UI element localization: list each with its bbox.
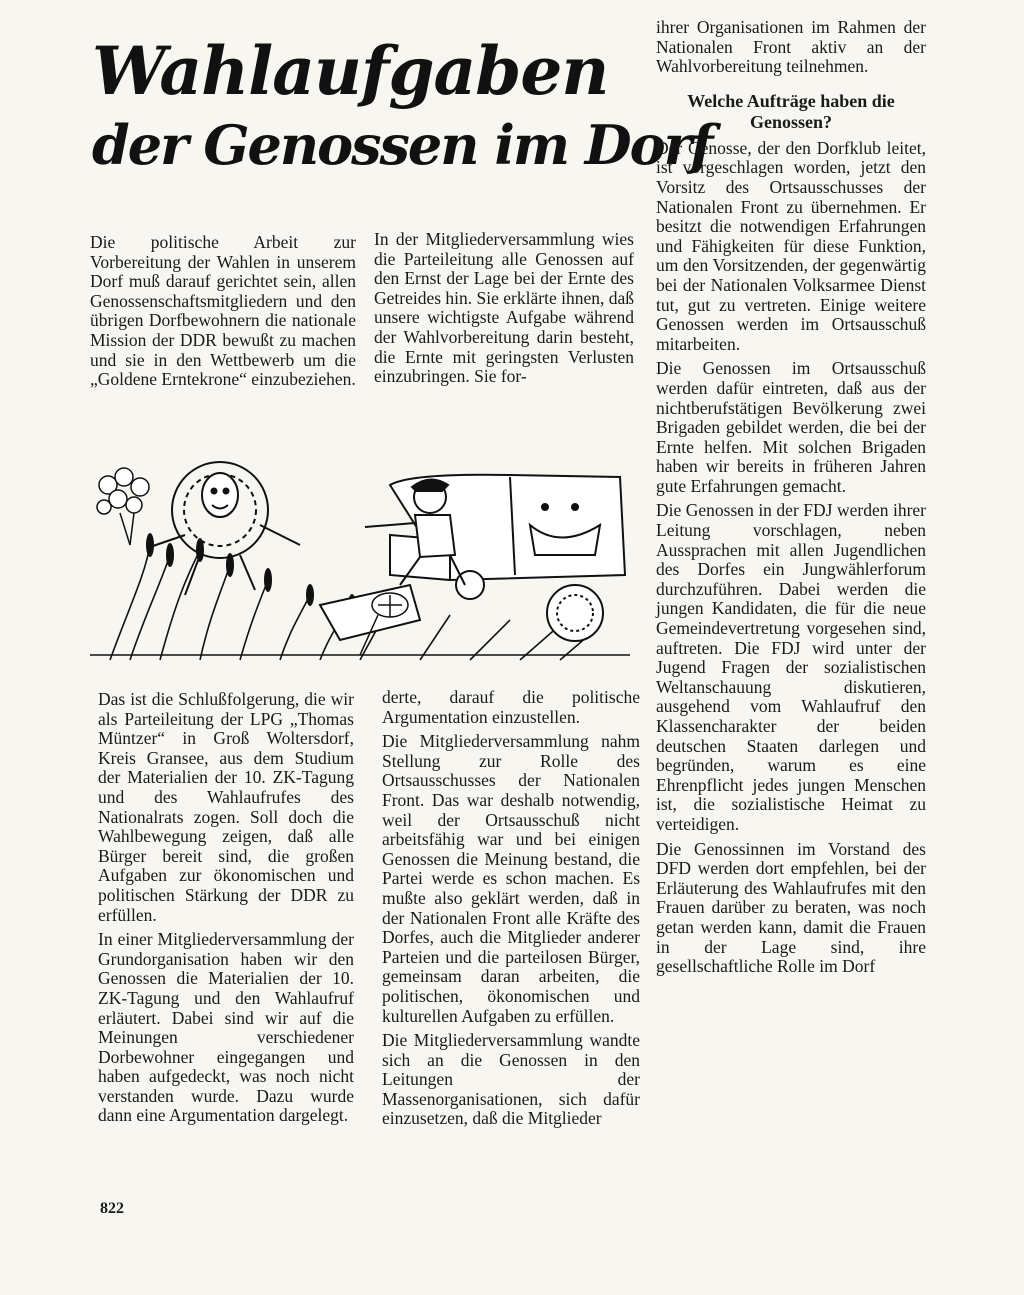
headline-line-1: Wahlaufgaben [92, 32, 609, 110]
subheading: Welche Aufträge haben die Genossen? [687, 90, 895, 132]
intro-column-1 [90, 233, 356, 395]
column-3 [656, 18, 926, 982]
paragraph: In einer Mitgliederversammlung der Grundorganisation haben wir den Genossen die Materialien der 10. ZK-Tagung und den Wahlaufruf erläutert. Dabei sind wir auf die Meinungen verschiedener Dorbewohner eingegangen und haben aufgedeckt, was noch nicht verstanden wurde. Dazu wurde dann eine Argumentation dargelegt. [98, 929, 354, 1126]
paragraph: Die Mitgliederversammlung nahm Stellung zur Rolle des Ortsausschusses der Nationalen Front. Das war deshalb notwendig, weil der Ortsausschuß nicht arbeitsfähig war und bei einigen Genossen die Meinung bestand, die Partei werde es schon machen. Es mußte also geklärt werden, daß in der Nationalen Front alle Kräfte des Dorfes, auch die Mitglieder anderer Parteien und die parteilosen Bürger, gemeinsam daran arbeiten, die politischen, ökonomischen und kulturellen Aufgaben zu erfüllen. [382, 731, 640, 1026]
bouquet [97, 468, 149, 545]
intro-paragraph: Die politische Arbeit zur Vorbereitung der Wahlen in unserem Dorf muß darauf gerichtet sein, allen Genossenschaftsmitgliedern und den übrigen Dorfbewohnern die nationale Mission der DDR bewußt zu machen und sie in den Wettbewerb um die „Goldene Erntekrone“ einzubeziehen. [90, 232, 356, 390]
wreath-figure [150, 462, 300, 595]
harvest-illustration [90, 455, 640, 665]
paragraph: derte, darauf die politische Argumentation einzustellen. [382, 687, 640, 727]
page-number: 822 [100, 1200, 124, 1217]
intro-column-2 [374, 230, 634, 392]
intro-paragraph: In der Mitgliederversammlung wies die Parteileitung alle Genossen auf den Ernst der Lage bei der Ernte des Getreides hin. Sie erklärte ihnen, daß unsere wichtigste Aufgabe während der Wahlvorbereitung darin besteht, die Ernte mit geringsten Verlusten einzubringen. Sie for- [374, 229, 634, 387]
paragraph: Die Genossen in der FDJ werden ihrer Leitung vorschlagen, neben Aussprachen mit allen Jugendlichen des Dorfes ein Jungwählerforum durchzuführen. Dabei werden die jungen Kandidaten, die für die neue Gemeindevertretung vorgesehen sind, auftreten. Die FDJ wird unter der Jugend Fragen der sozialistischen Weltanschauung diskutieren, ausgehend vom Wahlaufruf den Klassencharakter der beiden deutschen Staaten darlegen und begründen, warum es eine Ehrenpflicht jedes jungen Menschen ist, die sozialistische Heimat zu verteidigen. [656, 500, 926, 834]
paragraph: ihrer Organisationen im Rahmen der Nationalen Front aktiv an der Wahlvorbereitung teilnehmen. [656, 17, 926, 77]
headline-line-2: der Genossen im Dorf [92, 113, 712, 177]
column-2 [382, 688, 640, 1134]
paragraph: Die Genossen im Ortsausschuß werden dafür eintreten, daß aus der nichtberufstätigen Bevölkerung zwei Brigaden gebildet werden, die bei der Ernte helfen. Mit solchen Brigaden haben wir bereits in früheren Jahren gute Erfahrungen gemacht. [656, 358, 926, 496]
paragraph: Die Mitgliederversammlung wandte sich an die Genossen in den Leitungen der Massenorganisationen, sich dafür einzusetzen, daß die Mitglieder [382, 1030, 640, 1129]
paragraph: Die Genossinnen im Vorstand des DFD werden dort empfehlen, bei der Erläuterung des Wahlaufrufes mit den Frauen darüber zu beraten, was noch getan werden kann, damit die Frauen in der Lage sind, ihre gesellschaftliche Rolle im Dorf [656, 838, 926, 977]
combine-harvester [320, 475, 625, 641]
column-1 [98, 690, 354, 1131]
paragraph: Der Genosse, der den Dorfklub leitet, ist vorgeschlagen worden, jetzt den Vorsitz des Ortsausschusses der Nationalen Front zu übernehmen. Er besitzt die notwendigen Erfahrungen und Fähigkeiten für diese Funktion, um den Vorsitzenden, der gegenwärtig bei der Nationalen Volksarmee Dienst tut, gut zu vertreten. Einige weitere Genossen werden im Ortsausschuß mitarbeiten. [656, 137, 926, 354]
paragraph: Das ist die Schlußfolgerung, die wir als Parteileitung der LPG „Thomas Müntzer“ in Groß Woltersdorf, Kreis Gransee, aus dem Studium der Materialien der 10. ZK-Tagung und des Wahlaufrufes des Nationalrats zogen. Soll doch die Wahlbewegung zeigen, daß alle Bürger bereit sind, die großen Aufgaben zur ökonomischen und politischen Stärkung der DDR zu erfüllen. [98, 689, 354, 925]
